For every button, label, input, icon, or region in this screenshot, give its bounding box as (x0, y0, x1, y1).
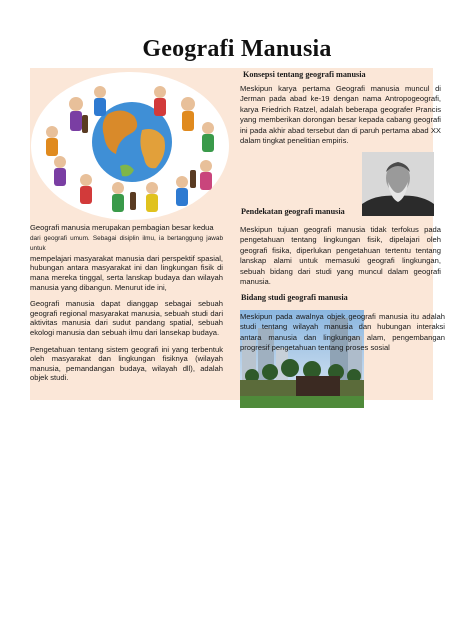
page-title: Geografi Manusia (142, 36, 332, 62)
section-text-bidang: Meskipun pada awalnya objek geografi manusia itu adalah studi tentang wilayah manusia dan hubungan interaksi antara manusia dan lingkungan alam, pengembangan progresif pengetahuan tentang proses sosial (240, 312, 445, 353)
left-paragraph-2: Geografi manusia dapat dianggap sebagai sebuah geografi regional masyarakat manusia, sebuah studi dari aktivitas manusia dari sudut pandang spatial, sebuah ekologi manusia dan sebuah ilmu dari lansekap budaya. (30, 299, 223, 337)
left-column (30, 223, 223, 390)
section-heading-bidang: Bidang studi geografi manusia (241, 293, 348, 302)
section-heading-pendekatan: Pendekatan geografi manusia (241, 207, 345, 216)
section-text-konsepsi: Meskipun karya pertama Geografi manusia muncul di Jerman pada abad ke-19 dengan nama Antropogeografi, karya Friedrich Ratzel, adalah beberapa geografer Prancis yang memberikan dorongan besar kepada cabang geografi ini pada akhir abad tersebut dan di paruh pertama abad XX dalam tingkat penelitian empiris. (240, 84, 441, 146)
globe-children-illustration (30, 70, 230, 222)
left-paragraph-1: Geografi manusia merupakan pembagian besar kedua dari geografi umum. Sebagai disiplin ilmu, ia bertanggung jawab untuk mempelajari masyarakat manusia dari perspektif spasial, hubungan antara masyarakat ini dan lingkungan fisik di mana mereka tinggal, serta lanskap budaya dan wilayah manusia yang dibangun. Menurut ide ini, (30, 223, 223, 292)
section-text-pendekatan: Meskipun tujuan geografi manusia tidak terfokus pada pengetahuan tentang lingkungan fisik, dipelajari oleh geografi fisika, diperlukan pengetahuan tertentu tentang lanskap alami untuk memasuki geografi lingkungan, sebuah bidang dari studi yang muncul dalam geografi manusia. (240, 225, 441, 287)
left-paragraph-3: Pengetahuan tentang sistem geografi ini yang terbentuk oleh masyarakat dan lingkungan fisiknya (wilayah manusia, pemandangan budaya, wilayah dll), adalah objek studi. (30, 344, 223, 383)
section-heading-konsepsi: Konsepsi tentang geografi manusia (243, 70, 366, 79)
portrait-image (362, 152, 434, 216)
